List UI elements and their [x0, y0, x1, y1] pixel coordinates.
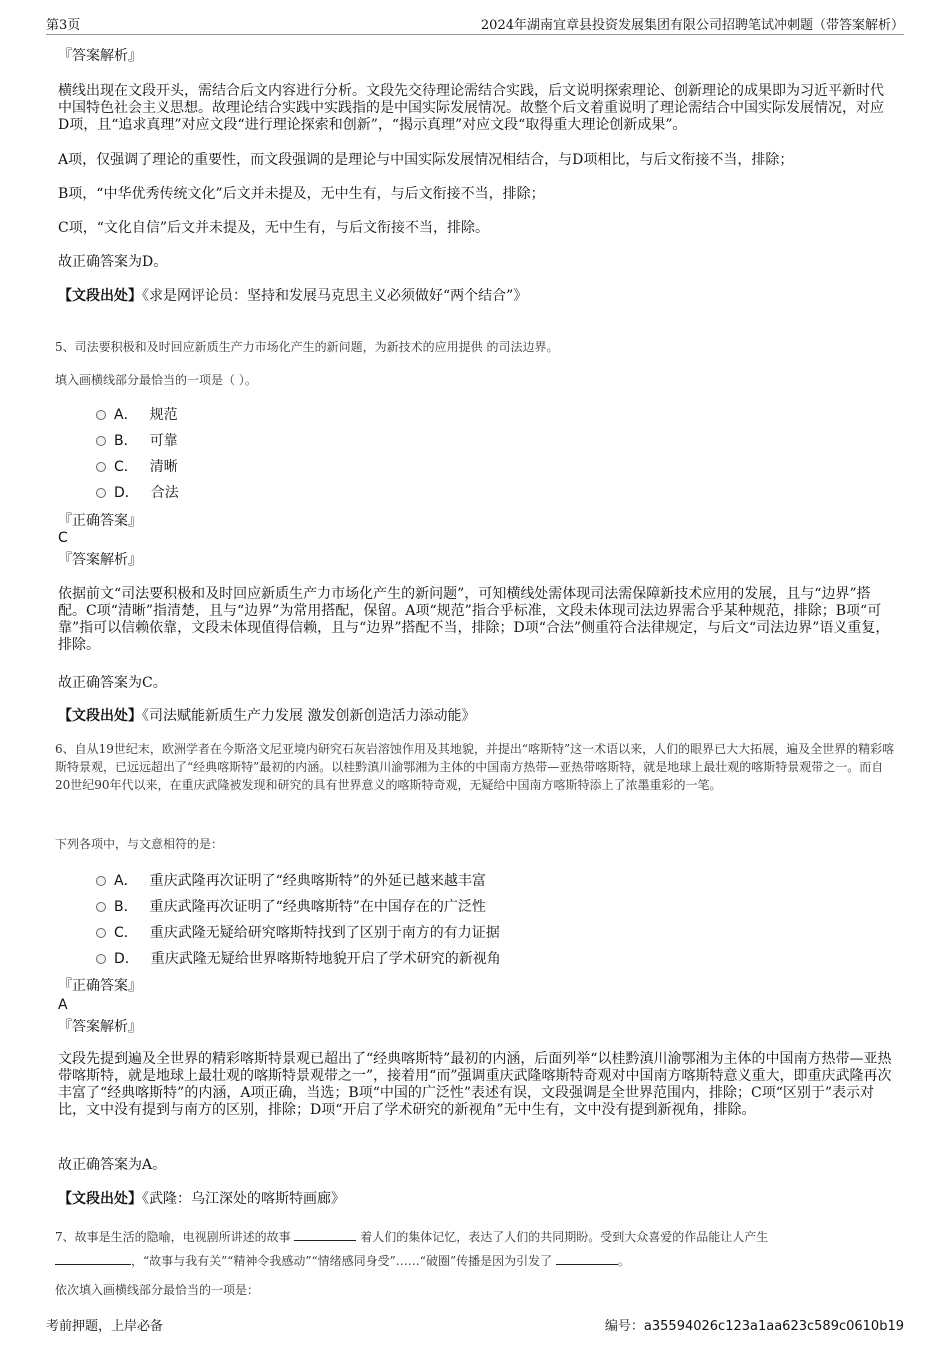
q6-source-label: 【文段出处】	[58, 1191, 142, 1207]
q7-blank-1	[294, 1228, 356, 1241]
page-number: 第3页	[46, 18, 81, 33]
q6-answer: A	[58, 997, 68, 1013]
q5-analysis: 依据前文“司法要积极和及时回应新质生产力市场化产生的新问题”，可知横线处需体现司法需保障新技术应用的发展，且与“边界”搭配。C项“清晰”指清楚，且与“边界”为常用搭配，保留。A项“规范”指合乎标准，文段未体现司法边界需合乎某种规范，排除；B项“可靠”指可以信赖依靠，文段未体现值得信赖，且与“边界”搭配不当，排除；D项“合法”侧重符合法律规定，与后文“司法边界”语义重复，排除。	[58, 586, 890, 653]
radio-icon[interactable]	[96, 410, 106, 420]
q5-source	[58, 708, 894, 725]
q6-source-text: 《武隆：乌江深处的喀斯特画廊》	[142, 1191, 345, 1207]
q6-analysis-label: 『答案解析』	[58, 1019, 142, 1035]
q6-source	[58, 1191, 894, 1208]
q4-conclusion: 故正确答案为D。	[58, 254, 168, 270]
q4-source-label: 【文段出处】	[58, 288, 142, 304]
q6-option-a[interactable]: A． 重庆武隆再次证明了“经典喀斯特”的外延已越来越丰富	[96, 872, 486, 890]
q7-blank-2	[55, 1252, 131, 1265]
radio-icon[interactable]	[96, 462, 106, 472]
footer-code: 编号：a35594026c123a1aa623c589c0610b19	[604, 1319, 904, 1334]
q5-stem: 5、司法要积极和及时回应新质生产力市场化产生的新问题，为新技术的应用提供 的司法边界。	[55, 340, 559, 354]
q5-option-d[interactable]: D． 合法	[96, 484, 179, 502]
q4-source-text: 《求是网评论员：坚持和发展马克思主义必须做好“两个结合”》	[142, 288, 528, 304]
q7-prompt: 依次填入画横线部分最恰当的一项是：	[55, 1283, 260, 1297]
page-header	[46, 14, 904, 34]
header-divider	[46, 34, 904, 35]
q6-conclusion: 故正确答案为A。	[58, 1157, 167, 1173]
radio-icon[interactable]	[96, 488, 106, 498]
q7-blank-3	[556, 1252, 618, 1265]
document-title: 2024年湖南宜章县投资发展集团有限公司招聘笔试冲刺题（带答案解析）	[480, 18, 904, 33]
q6-analysis: 文段先提到遍及全世界的精彩喀斯特景观已超出了“经典喀斯特”最初的内涵，后面列举“以桂黔滇川渝鄂湘为主体的中国南方热带—亚热带喀斯特，就是地球上最壮观的喀斯特景观带之一”，接着用“而”强调重庆武隆喀斯特奇观对中国南方喀斯特意义重大，即重庆武隆再次丰富了“经典喀斯特”的内涵，A项正确，当选；B项“中国的广泛性”表述有误，文段强调是全世界范围内，排除；C项“区别于”表示对比，文中没有提到与南方的区别，排除；D项“开启了学术研究的新视角”无中生有，文中没有提到新视角，排除。	[58, 1051, 892, 1118]
q6-prompt: 下列各项中，与文意相符的是：	[55, 837, 224, 851]
q6-option-d[interactable]: D． 重庆武隆无疑给世界喀斯特地貌开启了学术研究的新视角	[96, 950, 501, 968]
radio-icon[interactable]	[96, 436, 106, 446]
q4-analysis-option-a: A项，仅强调了理论的重要性，而文段强调的是理论与中国实际发展情况相结合，与D项相比，与后文衔接不当，排除；	[58, 152, 794, 168]
q4-source	[58, 288, 894, 305]
q6-stem: 6、自从19世纪末，欧洲学者在今斯洛文尼亚境内研究石灰岩溶蚀作用及其地貌，并提出“喀斯特”这一术语以来，人们的眼界已大大拓展，遍及全世界的精彩喀斯特景观，已远远超出了“经典喀斯特”最初的内涵。以桂黔滇川渝鄂湘为主体的中国南方热带—亚热带喀斯特，就是地球上最壮观的喀斯特景观带之一。而自20世纪90年代以来，在重庆武隆被发现和研究的具有世界意义的喀斯特奇观，无疑给中国南方喀斯特添上了浓墨重彩的一笔。	[55, 742, 895, 792]
q5-source-label: 【文段出处】	[58, 708, 142, 724]
q5-option-b[interactable]: B． 可靠	[96, 432, 178, 450]
q5-conclusion: 故正确答案为C。	[58, 675, 167, 691]
q4-analysis-option-c: C项，“文化自信”后文并未提及，无中生有，与后文衔接不当，排除。	[58, 220, 490, 236]
q5-option-a[interactable]: A． 规范	[96, 406, 178, 424]
radio-icon[interactable]	[96, 902, 106, 912]
q5-answer: C	[58, 530, 68, 546]
q5-source-text: 《司法赋能新质生产力发展 激发创新创造活力添动能》	[142, 708, 476, 724]
footer-slogan: 考前押题，上岸必备	[46, 1319, 164, 1334]
q7-stem: 7、故事是生活的隐喻，电视剧所讲述的故事 着人们的集体记忆，表达了人们的共同期盼。受到大众喜爱的作品能让人产生 ，“故事与我有关”“精神令我感动”“情绪感同身受”……“破圈”传播是因为引发了 。	[55, 1230, 769, 1268]
q6-answer-label: 『正确答案』	[58, 978, 142, 994]
q4-analysis-label: 『答案解析』	[58, 48, 142, 64]
radio-icon[interactable]	[96, 928, 106, 938]
q5-option-c[interactable]: C． 清晰	[96, 458, 178, 476]
q5-answer-label: 『正确答案』	[58, 513, 142, 529]
q4-analysis-paragraph: 横线出现在文段开头，需结合后文内容进行分析。文段先交待理论需结合实践，后文说明探索理论、创新理论的成果即为习近平新时代中国特色社会主义思想。故理论结合实践中实践指的是中国实际发展情况。故整个后文着重说明了理论需结合中国实际发展情况，对应D项，且“追求真理”对应文段“进行理论探索和创新”，“揭示真理”对应文段“取得重大理论创新成果”。	[58, 83, 884, 133]
q5-analysis-label: 『答案解析』	[58, 552, 142, 568]
q6-option-b[interactable]: B． 重庆武隆再次证明了“经典喀斯特”在中国存在的广泛性	[96, 898, 486, 916]
q4-analysis-option-b: B项，“中华优秀传统文化”后文并未提及，无中生有，与后文衔接不当，排除；	[58, 186, 545, 202]
radio-icon[interactable]	[96, 876, 106, 886]
radio-icon[interactable]	[96, 954, 106, 964]
q5-prompt: 填入画横线部分最恰当的一项是（ ）。	[55, 373, 257, 387]
q6-option-c[interactable]: C． 重庆武隆无疑给研究喀斯特找到了区别于南方的有力证据	[96, 924, 500, 942]
